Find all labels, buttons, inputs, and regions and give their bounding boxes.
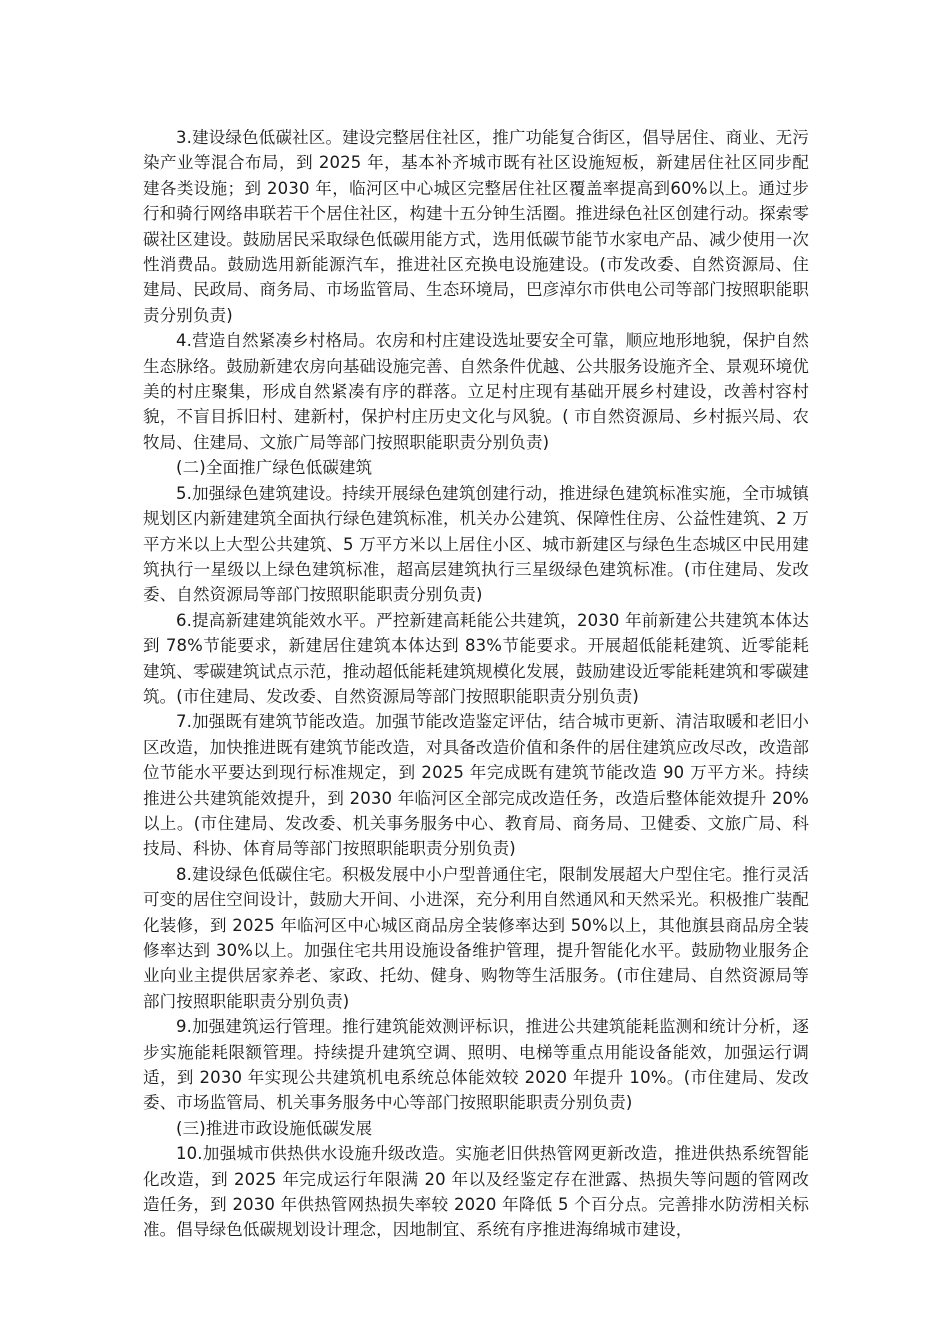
section-heading-2: (二)全面推广绿色低碳建筑: [176, 458, 373, 478]
paragraph-item-10: 10.加强城市供热供水设施升级改造。实施老旧供热管网更新改造，推进供热系统智能化改造，到 2025 年完成运行年限满 20 年以及经鉴定存在泄露、热损失等问题的管网改造任务，到 2030 年供热管网热损失率较 2020 年降低 5 个百分点。完善排水防涝相关标准。倡导绿色低碳规划设计理念，因地制宜、系统有序推进海绵城市建设，: [143, 1144, 809, 1240]
paragraph-item-7: 7.加强既有建筑节能改造。加强节能改造鉴定评估，结合城市更新、清洁取暖和老旧小区改造，加快推进既有建筑节能改造，对具备改造价值和条件的居住建筑应改尽改，改造部位节能水平要达到现行标准规定，到 2025 年完成既有建筑节能改造 90 万平方米。持续推进公共建筑能效提升，到 2030 年临河区全部完成改造任务，改造后整体能效提升 20%以上。(市住建局、发改委、机关事务服务中心、教育局、商务局、卫健委、文旅广局、科技局、科协、体育局等部门按照职能职责分别负责): [143, 712, 809, 859]
section-heading-3: (三)推进市政设施低碳发展: [176, 1118, 373, 1138]
paragraph-item-5: 5.加强绿色建筑建设。持续开展绿色建筑创建行动，推进绿色建筑标准实施，全市城镇规划区内新建建筑全面执行绿色建筑标准，机关办公建筑、保障性住房、公益性建筑、2 万平方米以上大型公共建筑、5 万平方米以上居住小区、城市新建区与绿色生态城区中民用建筑执行一星级以上绿色建筑标准，超高层建筑执行三星级绿色建筑标准。(市住建局、发改委、自然资源局等部门按照职能职责分别负责): [143, 483, 809, 605]
paragraph-item-3: 3.建设绿色低碳社区。建设完整居住社区，推广功能复合街区，倡导居住、商业、无污染产业等混合布局，到 2025 年，基本补齐城市既有社区设施短板，新建居住社区同步配建各类设施；到 2030 年，临河区中心城区完整居住社区覆盖率提高到60%以上。通过步行和骑行网络串联若干个居住社区，构建十五分钟生活圈。推进绿色社区创建行动。探索零碳社区建设。鼓励居民采取绿色低碳用能方式，选用低碳节能节水家电产品、减少使用一次性消费品。鼓励选用新能源汽车，推进社区充换电设施建设。(市发改委、自然资源局、住建局、民政局、商务局、市场监管局、生态环境局，巴彦淖尔市供电公司等部门按照职能职责分别负责): [143, 128, 809, 325]
paragraph-item-6: 6.提高新建建筑能效水平。严控新建高耗能公共建筑，2030 年前新建公共建筑本体达到 78%节能要求，新建居住建筑本体达到 83%节能要求。开展超低能耗建筑、近零能耗建筑、零碳建筑试点示范，推动超低能耗建筑规模化发展，鼓励建设近零能耗建筑和零碳建筑。(市住建局、发改委、自然资源局等部门按照职能职责分别负责): [143, 610, 809, 706]
paragraph-item-9: 9.加强建筑运行管理。推行建筑能效测评标识，推进公共建筑能耗监测和统计分析，逐步实施能耗限额管理。持续提升建筑空调、照明、电梯等重点用能设备能效，加强运行调适，到 2030 年实现公共建筑机电系统总体能效较 2020 年提升 10%。(市住建局、发改委、市场监管局、机关事务服务中心等部门按照职能职责分别负责): [143, 1017, 809, 1113]
document-body: [143, 125, 809, 1243]
paragraph-item-4: 4.营造自然紧凑乡村格局。农房和村庄建设选址要安全可靠，顺应地形地貌，保护自然生态脉络。鼓励新建农房向基础设施完善、自然条件优越、公共服务设施齐全、景观环境优美的村庄聚集，形成自然紧凑有序的群落。立足村庄现有基础开展乡村建设，改善村容村貌，不盲目拆旧村、建新村，保护村庄历史文化与风貌。( 市自然资源局、乡村振兴局、农牧局、住建局、文旅广局等部门按照职能职责分别负责): [143, 331, 809, 452]
paragraph-item-8: 8.建设绿色低碳住宅。积极发展中小户型普通住宅，限制发展超大户型住宅。推行灵活可变的居住空间设计，鼓励大开间、小进深，充分利用自然通风和天然采光。积极推广装配化装修，到 2025 年临河区中心城区商品房全装修率达到 50%以上，其他旗县商品房全装修率达到 30%以上。加强住宅共用设施设备维护管理，提升智能化水平。鼓励物业服务企业向业主提供居家养老、家政、托幼、健身、购物等生活服务。(市住建局、自然资源局等部门按照职能职责分别负责): [143, 864, 809, 1011]
